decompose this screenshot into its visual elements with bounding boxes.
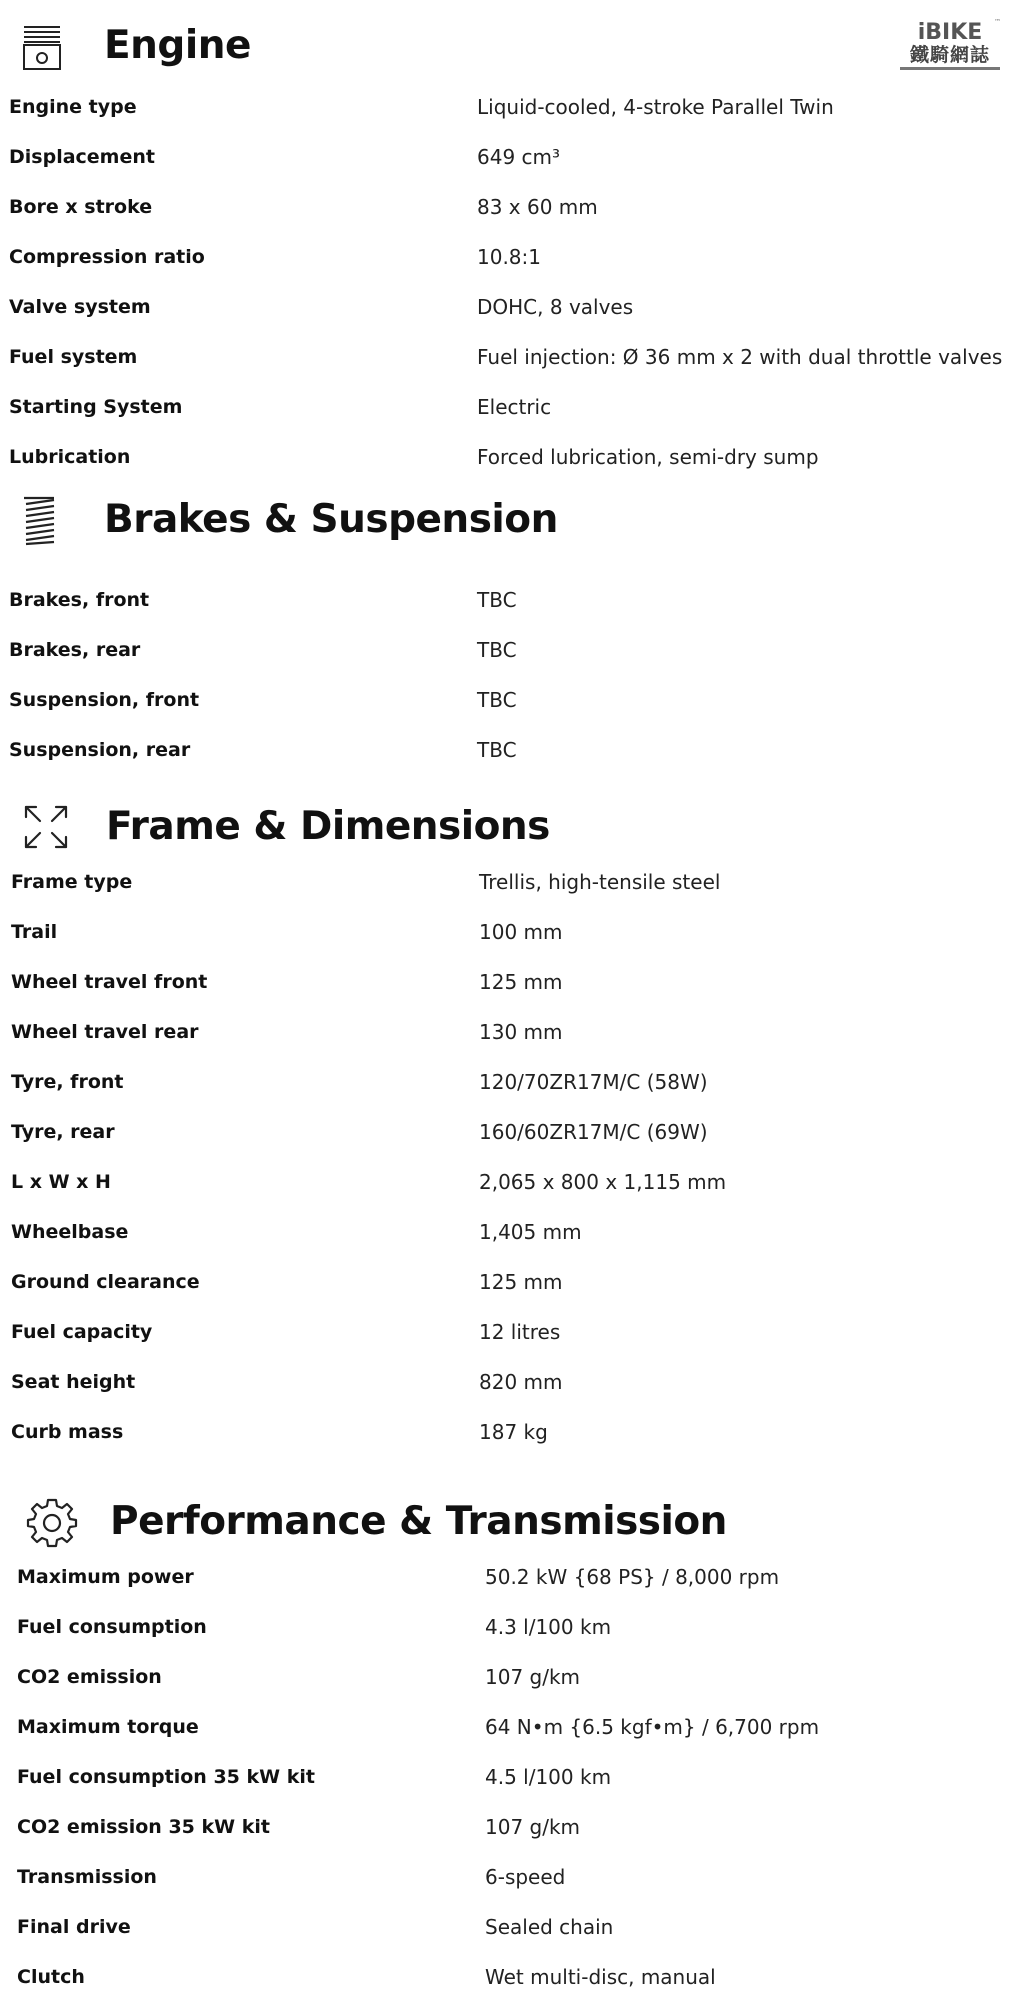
spec-row: [0, 1357, 1020, 1407]
spec-value: TBC: [477, 588, 517, 612]
spec-value: 649 cm³: [477, 145, 561, 169]
spec-label: Fuel system: [9, 346, 138, 368]
spec-value: 10.8:1: [477, 245, 541, 269]
spec-row: [0, 1207, 1020, 1257]
spec-label: Wheel travel front: [11, 971, 208, 993]
spec-value: 820 mm: [479, 1370, 563, 1394]
spec-row: [0, 82, 1020, 132]
spec-row: [0, 1407, 1020, 1457]
spec-row: [0, 1702, 1020, 1752]
spec-row: [0, 332, 1020, 382]
spec-value: 6-speed: [485, 1865, 566, 1889]
spec-value: 187 kg: [479, 1420, 548, 1444]
spec-row: [0, 1652, 1020, 1702]
spec-row: [0, 725, 1020, 775]
spec-value: 100 mm: [479, 920, 563, 944]
spec-label: Wheelbase: [11, 1221, 129, 1243]
spec-list: [0, 857, 1020, 1457]
spec-label: Bore x stroke: [9, 196, 153, 218]
section-header: [0, 4, 1020, 82]
spec-label: Fuel consumption: [17, 1616, 207, 1638]
spec-value: 125 mm: [479, 970, 563, 994]
spring-icon: [14, 492, 70, 548]
section-title-engine: Engine: [104, 23, 251, 68]
frame-dimensions-section: [0, 785, 1020, 1457]
spec-row: [0, 1802, 1020, 1852]
spec-row: [0, 575, 1020, 625]
spec-list: [0, 82, 1020, 482]
spec-label: Clutch: [17, 1966, 85, 1988]
spec-row: [0, 132, 1020, 182]
spec-value: 2,065 x 800 x 1,115 mm: [479, 1170, 727, 1194]
spec-row: [0, 625, 1020, 675]
spec-label: Fuel capacity: [11, 1321, 153, 1343]
spec-label: CO2 emission: [17, 1666, 162, 1688]
spec-value: Fuel injection: Ø 36 mm x 2 with dual throttle valves: [477, 345, 1003, 369]
spec-label: Final drive: [17, 1916, 131, 1938]
spec-label: Fuel consumption 35 kW kit: [17, 1766, 315, 1788]
spec-value: Liquid-cooled, 4-stroke Parallel Twin: [477, 95, 834, 119]
spec-label: Starting System: [9, 396, 183, 418]
spec-row: [0, 1007, 1020, 1057]
spec-row: [0, 1552, 1020, 1602]
spec-label: Maximum power: [17, 1566, 194, 1588]
section-title-brakes-suspension: Brakes & Suspension: [104, 497, 558, 542]
spec-row: [0, 382, 1020, 432]
spec-row: [0, 907, 1020, 957]
spec-label: Tyre, front: [11, 1071, 124, 1093]
section-header: [0, 478, 1020, 556]
spec-label: Engine type: [9, 96, 137, 118]
spec-value: 50.2 kW {68 PS} / 8,000 rpm: [485, 1565, 780, 1589]
spec-label: Frame type: [11, 871, 133, 893]
spec-row: [0, 675, 1020, 725]
spec-label: Wheel travel rear: [11, 1021, 199, 1043]
spec-value: Electric: [477, 395, 552, 419]
spec-row: [0, 857, 1020, 907]
spec-label: Lubrication: [9, 446, 131, 468]
spec-value: 107 g/km: [485, 1665, 581, 1689]
spec-label: Trail: [11, 921, 58, 943]
spec-row: [0, 432, 1020, 482]
performance-transmission-section: [0, 1480, 1020, 2002]
spec-value: 130 mm: [479, 1020, 563, 1044]
spec-label: Ground clearance: [11, 1271, 200, 1293]
spec-row: [0, 1107, 1020, 1157]
brakes-suspension-section: [0, 478, 1020, 775]
section-title-frame-dimensions: Frame & Dimensions: [106, 804, 550, 849]
spec-row: [0, 282, 1020, 332]
spec-value: TBC: [477, 738, 517, 762]
spec-value: 1,405 mm: [479, 1220, 582, 1244]
spec-label: CO2 emission 35 kW kit: [17, 1816, 270, 1838]
spec-value: 4.5 l/100 km: [485, 1765, 612, 1789]
spec-value: 83 x 60 mm: [477, 195, 598, 219]
section-title-performance-transmission: Performance & Transmission: [110, 1499, 727, 1544]
spec-label: Seat height: [11, 1371, 136, 1393]
spec-label: Suspension, rear: [9, 739, 191, 761]
spec-value: Sealed chain: [485, 1915, 614, 1939]
logo-chinese-text: 鐵騎網誌: [909, 44, 990, 66]
trademark-mark: ™: [994, 18, 1001, 26]
spec-label: Transmission: [17, 1866, 157, 1888]
spec-row: [0, 1852, 1020, 1902]
spec-value: Wet multi-disc, manual: [485, 1965, 716, 1989]
spec-value: 12 litres: [479, 1320, 561, 1344]
spec-row: [0, 1257, 1020, 1307]
spec-row: [0, 232, 1020, 282]
spec-row: [0, 1307, 1020, 1357]
spec-list: [0, 1552, 1020, 2002]
spec-value: 160/60ZR17M/C (69W): [479, 1120, 708, 1144]
spec-label: Displacement: [9, 146, 155, 168]
spec-value: TBC: [477, 638, 517, 662]
spec-label: Compression ratio: [9, 246, 205, 268]
spec-list: [0, 575, 1020, 775]
section-header: [0, 785, 1020, 863]
spec-label: L x W x H: [11, 1171, 111, 1193]
spec-value: 120/70ZR17M/C (58W): [479, 1070, 708, 1094]
spec-label: Brakes, rear: [9, 639, 141, 661]
spec-label: Maximum torque: [17, 1716, 199, 1738]
spec-label: Brakes, front: [9, 589, 150, 611]
spec-row: [0, 1752, 1020, 1802]
spec-row: [0, 182, 1020, 232]
spec-value: Forced lubrication, semi-dry sump: [477, 445, 819, 469]
engine-section: [0, 4, 1020, 482]
spec-value: 125 mm: [479, 1270, 563, 1294]
spec-value: DOHC, 8 valves: [477, 295, 634, 319]
spec-row: [0, 1952, 1020, 2002]
engine-icon: [14, 18, 70, 74]
section-header: [0, 1480, 1020, 1558]
spec-row: [0, 1602, 1020, 1652]
expand-arrows-icon: [18, 799, 74, 855]
spec-value: TBC: [477, 688, 517, 712]
logo-text: iBIKE: [917, 20, 983, 45]
spec-value: 107 g/km: [485, 1815, 581, 1839]
spec-label: Valve system: [9, 296, 151, 318]
spec-label: Tyre, rear: [11, 1121, 115, 1143]
spec-value: Trellis, high-tensile steel: [479, 870, 721, 894]
spec-value: 4.3 l/100 km: [485, 1615, 612, 1639]
spec-row: [0, 1902, 1020, 1952]
spec-row: [0, 1057, 1020, 1107]
gear-icon: [24, 1494, 80, 1550]
spec-label: Suspension, front: [9, 689, 200, 711]
spec-value: 64 N•m {6.5 kgf•m} / 6,700 rpm: [485, 1715, 820, 1739]
spec-row: [0, 957, 1020, 1007]
spec-row: [0, 1157, 1020, 1207]
spec-label: Curb mass: [11, 1421, 124, 1443]
